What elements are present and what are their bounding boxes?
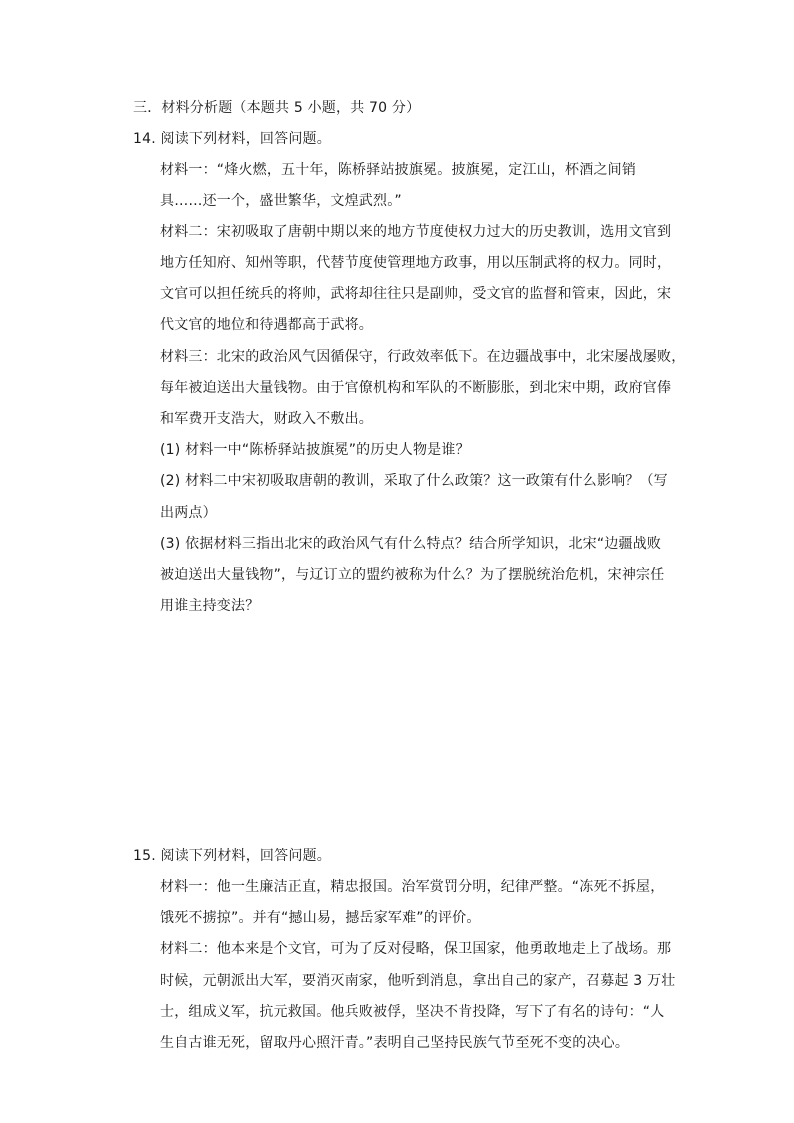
q14-material2-line: 文官可以担任统兵的将帅，武将却往往只是副帅，受文官的监督和管束，因此，宋 xyxy=(160,286,672,302)
q15-material2-line: 材料二：他本来是个文官，可为了反对侵略，保卫国家，他勇敢地走上了战场。那 xyxy=(160,941,672,957)
q14-material2-line: 代文官的地位和待遇都高于武将。 xyxy=(160,317,373,333)
q14-subquestion-2-line: 出两点） xyxy=(160,505,217,521)
question-14-number: 14. xyxy=(133,131,156,147)
question-15-prompt-text: 阅读下列材料，回答问题。 xyxy=(160,848,331,864)
q15-material1-line: 饿死不掳掠”。并有“撼山易，撼岳家军难”的评价。 xyxy=(160,910,481,926)
q14-material1-line: 材料一：“烽火燃，五十年，陈桥驿站披旗冕。披旗冕，定江山，杯酒之间销 xyxy=(160,162,637,178)
q15-material1-line: 材料一：他一生廉洁正直，精忠报国。治军赏罚分明，纪律严整。“冻死不拆屋， xyxy=(160,879,665,895)
q15-material2-line: 士，组成义军，抗元救国。他兵败被俘，坚决不肯投降，写下了有名的诗句：“人 xyxy=(160,1004,665,1020)
q14-material3-line: 每年被迫送出大量钱物。由于官僚机构和军队的不断膨胀，到北宋中期，政府官俸 xyxy=(160,380,672,396)
question-14-prompt xyxy=(133,129,331,149)
question-15-number: 15. xyxy=(133,848,156,864)
q14-material3-line: 材料三：北宋的政治风气因循保守，行政效率低下。在边疆战事中，北宋屡战屡败， xyxy=(160,349,686,365)
q14-material2-line: 地方任知府、知州等职，代替节度使管理地方政事，用以压制武将的权力。同时， xyxy=(160,255,672,271)
q14-material2-line: 材料二：宋初吸取了唐朝中期以来的地方节度使权力过大的历史教训，选用文官到 xyxy=(160,224,672,240)
question-14-prompt-text: 阅读下列材料，回答问题。 xyxy=(160,131,331,147)
q14-subquestion-3-line: 用谁主持变法？ xyxy=(160,598,260,614)
q14-subquestion-1: (1) 材料一中“陈桥驿站披旗冕”的历史人物是谁？ xyxy=(160,442,470,458)
q15-material2-line: 生自古谁无死，留取丹心照汗青。”表明自己坚持民族气节至死不变的决心。 xyxy=(160,1035,630,1051)
q14-subquestion-3-line: (3) 依据材料三指出北宋的政治风气有什么特点？结合所学知识，北宋“边疆战败 xyxy=(160,536,662,552)
question-15-prompt xyxy=(133,846,331,866)
q14-subquestion-3-line: 被迫送出大量钱物”，与辽订立的盟约被称为什么？为了摆脱统治危机，宋神宗任 xyxy=(160,567,665,583)
q14-material3-line: 和军费开支浩大，财政入不敷出。 xyxy=(160,411,373,427)
q14-material1-line: 具……还一个，盛世繁华，文煌武烈。” xyxy=(160,193,402,209)
q15-material2-line: 时候，元朝派出大军，要消灭南家，他听到消息，拿出自己的家产，召募起 3 万壮 xyxy=(160,973,676,989)
section-heading: 三．材料分析题（本题共 5 小题，共 70 分） xyxy=(133,100,421,116)
q14-subquestion-2-line: (2) 材料二中宋初吸取唐朝的教训，采取了什么政策？这一政策有什么影响？（写 xyxy=(160,473,668,489)
